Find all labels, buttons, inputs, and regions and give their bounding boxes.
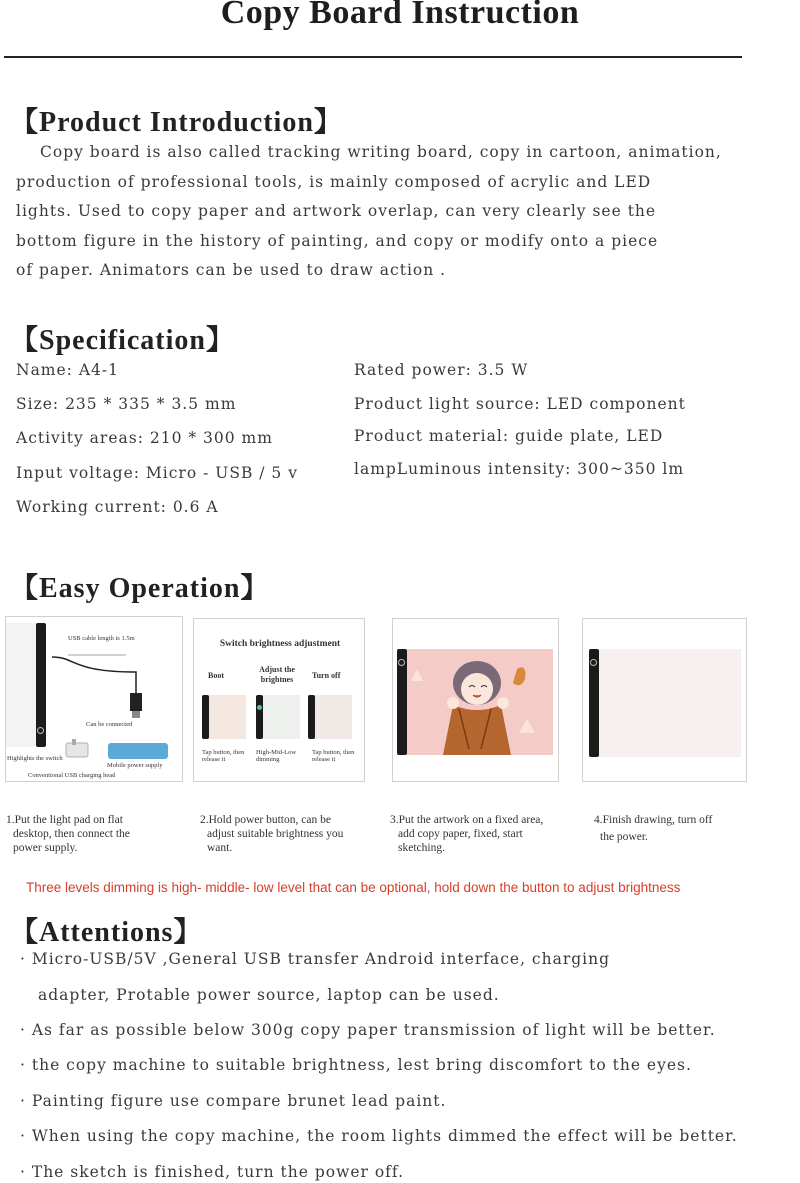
step4-caption: 4.Finish drawing, turn off the power.	[594, 814, 713, 843]
pad-edge	[36, 623, 46, 747]
power-button-icon	[590, 659, 597, 666]
anime-girl-artwork-icon	[407, 649, 553, 755]
boot-label: Boot	[208, 671, 224, 680]
spec-heading: 【Specification】	[10, 325, 235, 356]
mobile-power-label: Mobile power supply	[107, 762, 163, 769]
boot-thumb	[202, 695, 246, 739]
step1-caption: 1.Put the light pad on flat desktop, then connect the power supply.	[6, 814, 130, 854]
dimming-label: High-Mid-Low dimming	[256, 749, 297, 763]
spec-working-current: Working current: 0.6 A	[16, 498, 219, 516]
artwork-illustration	[407, 649, 553, 755]
step3-caption: 3.Put the artwork on a fixed area, add copy paper, fixed, start sketching.	[390, 814, 544, 854]
intro-line: lights. Used to copy paper and artwork overlap, can very clearly see the	[16, 202, 657, 220]
dimming-note: Three levels dimming is high- middle- low level that can be optional, hold down the button to adjust brightness	[26, 880, 681, 895]
pad-edge	[397, 649, 407, 755]
power-bank-icon	[108, 743, 168, 759]
attention-item: · Painting figure use compare brunet lead paint.	[20, 1092, 447, 1110]
turn-off-label: Turn off	[312, 671, 341, 680]
cable-length-label: USB cable length is 1.5m	[68, 635, 135, 642]
intro-line: Copy board is also called tracking writing board, copy in cartoon, animation,	[40, 143, 722, 161]
highlight-switch-label: Highlights the switch	[7, 755, 63, 762]
power-button-icon	[398, 659, 405, 666]
step4-image	[582, 618, 747, 782]
intro-line: production of professional tools, is mainly composed of acrylic and LED	[16, 172, 652, 191]
off-thumb	[308, 695, 352, 739]
brightness-indicator-icon	[257, 705, 262, 710]
attention-item: adapter, Protable power source, laptop can be used.	[38, 986, 500, 1004]
paper-surface	[599, 649, 741, 757]
attention-item: · The sketch is finished, turn the power off.	[20, 1163, 405, 1181]
spec-input-voltage: Input voltage: Micro - USB / 5 v	[16, 464, 298, 482]
spec-light-source: Product light source: LED component	[354, 395, 686, 413]
adjust-thumb	[256, 695, 300, 739]
attentions-heading: 【Attentions】	[10, 917, 203, 948]
adjust-label: Adjust the brightnes	[259, 665, 295, 684]
attention-item: · the copy machine to suitable brightness, lest bring discomfort to the eyes.	[20, 1056, 692, 1074]
step2-image	[193, 618, 365, 782]
step2-caption: 2.Hold power button, can be adjust suitable brightness you want.	[200, 814, 344, 854]
intro-text	[16, 138, 776, 286]
usb-charging-head-icon	[58, 737, 98, 763]
power-button-icon	[37, 727, 44, 734]
operation-heading: 【Easy Operation】	[10, 573, 270, 604]
attention-item: · When using the copy machine, the room lights dimmed the effect will be better.	[20, 1127, 738, 1145]
spec-activity-area: Activity areas: 210 * 300 mm	[16, 429, 273, 447]
spec-rated-power: Rated power: 3.5 W	[354, 361, 529, 379]
intro-heading: 【Product Introduction】	[10, 107, 343, 138]
page-title: Copy Board Instruction	[220, 0, 580, 31]
switch-title: Switch brightness adjustment	[219, 639, 341, 649]
attention-item: · As far as possible below 300g copy paper transmission of light will be better.	[20, 1021, 716, 1039]
light-pad	[6, 623, 36, 747]
spec-size: Size: 235 * 335 * 3.5 mm	[16, 395, 237, 413]
charging-head-label: Conventional USB charging head	[28, 772, 116, 779]
intro-line: bottom figure in the history of painting, and copy or modify onto a piece	[16, 231, 659, 250]
usb-cable-icon	[46, 637, 166, 727]
title-divider	[4, 56, 742, 58]
step1-image	[5, 616, 183, 782]
tap-label-1: Tap button, then release it	[202, 749, 245, 763]
attention-item: · Micro-USB/5V ,General USB transfer Android interface, charging	[20, 950, 611, 968]
pad-edge	[589, 649, 599, 757]
step3-image	[392, 618, 559, 782]
tap-label-2: Tap button, then release it	[312, 749, 355, 763]
can-connect-label: Can be connected	[86, 721, 133, 728]
spec-material: Product material: guide plate, LED	[354, 427, 664, 445]
spec-name: Name: A4-1	[16, 361, 119, 379]
spec-luminous-intensity: lampLuminous intensity: 300~350 lm	[354, 460, 685, 478]
intro-line: of paper. Animators can be used to draw action .	[16, 261, 447, 279]
